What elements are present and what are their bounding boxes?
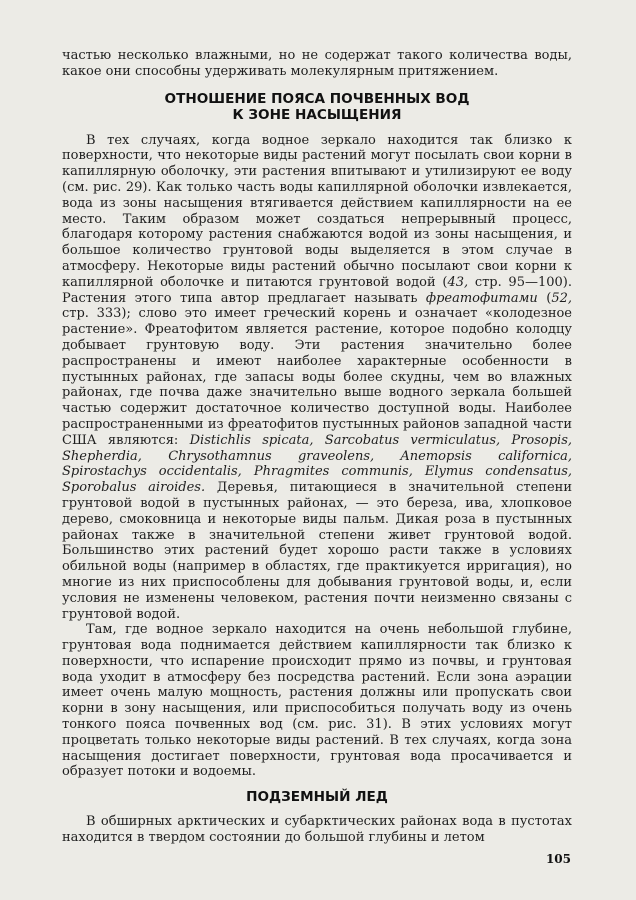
page-number: 105 bbox=[545, 852, 571, 866]
text-run: стр. 333); слово это имеет греческий корень и означает «колодезное растение». Фреатофитом является растение, которое подобно колодцу добывает грунтовую воду. Эти растения значительно более распространены и имеют наиболее характерные особенности в пустынных районах, где запасы воды более скудны, чем во влажных районах, где почва даже значительно выше водного зеркала большей частью содержит достаточное количество доступной воды. Наиболее распространенными из фреатофитов пустынных районов западной части США являются: bbox=[62, 306, 572, 448]
evaporation-paragraph: Там, где водное зеркало находится на очень небольшой глубине, грунтовая вода поднимается действием капиллярности так близко к поверхности, что испарение происходит прямо из почвы, и грунтовая вода уходит в атмосферу без посредства растений. Если зона аэрации имеет очень малую мощность, растения должны или пропускать свои корни в зону насыщения, или приспособиться получать воду из очень тонкого пояса почвенных вод (см. рис. 31). В этих условиях могут процветать только некоторые виды растений. В тех случаях, когда зона насыщения достигает поверхности, грунтовая вода просачивается и образует потоки и водоемы. bbox=[62, 622, 572, 780]
intro-paragraph: частью несколько влажными, но не содержат такого количества воды, какое они способны удерживать молекулярным притяжением. bbox=[62, 48, 572, 79]
section-heading-line-2: К ЗОНЕ НАСЫЩЕНИЯ bbox=[232, 107, 402, 124]
ground-ice-paragraph: В обширных арктических и субарктических районах вода в пустотах находится в твердом состоянии до большой глубины и летом bbox=[62, 813, 572, 845]
species-list: Distichlis spicata, Sarcobatus vermiculatus, Prosopis, Shepherdia, Chrysothamnus graveolens, Anemopsis californica, Spirostachys occidentalis, Phragmites communis, Elymus condensatus, Sporobalus airoides. bbox=[62, 432, 572, 496]
reference-number: 43, bbox=[447, 274, 469, 290]
phreatophytes-paragraph bbox=[62, 133, 572, 623]
text-run: Деревья, питающиеся в значительной степени грунтовой водой в пустынных районах, — это береза, ива, хлопковое дерево, смоковница и некоторые виды пальм. Дикая роза в пустынных районах также в значительной степени живет грунтовой водой. Большинство этих растений будет хорошо расти также в условиях обильной воды (например в областях, где практикуется ирригация), но многие из них приспособлены для добывания грунтовой воды, и, если условия не изменены человеком, растения почти неизменно связаны с грунтовой водой. bbox=[62, 480, 572, 622]
text-run: стр. 95—100). Растения этого типа автор предлагает называть bbox=[62, 274, 572, 306]
section-heading-ground-ice: ПОДЗЕМНЫЙ ЛЕД bbox=[246, 789, 388, 806]
text-run: В тех случаях, когда водное зеркало находится так близко к поверхности, что некоторые виды растений могут посылать свои корни в капиллярную оболочку, эти растения впитывают и утилизируют ее воду (см. рис. 29). Как только часть воды капиллярной оболочки извлекается, вода из зоны насыщения втягивается действием капиллярности на ее место. Таким образом может создаться непрерывный процесс, благодаря которому растения снабжаются водой из зоны насыщения, и большое количество грунтовой воды выделяется в этом случае в атмосферу. Некоторые виды растений обычно посылают свои корни к капиллярной оболочке и питаются грунтовой водой ( bbox=[62, 132, 572, 290]
book-page bbox=[62, 48, 572, 845]
term-phreatophytes: фреатофитами bbox=[425, 290, 538, 306]
section-heading-line-1: ОТНОШЕНИЕ ПОЯСА ПОЧВЕННЫХ ВОД bbox=[164, 90, 470, 107]
reference-number: 52, bbox=[551, 290, 572, 306]
text-run: ( bbox=[537, 290, 552, 306]
section-heading-groundwater bbox=[62, 91, 572, 124]
